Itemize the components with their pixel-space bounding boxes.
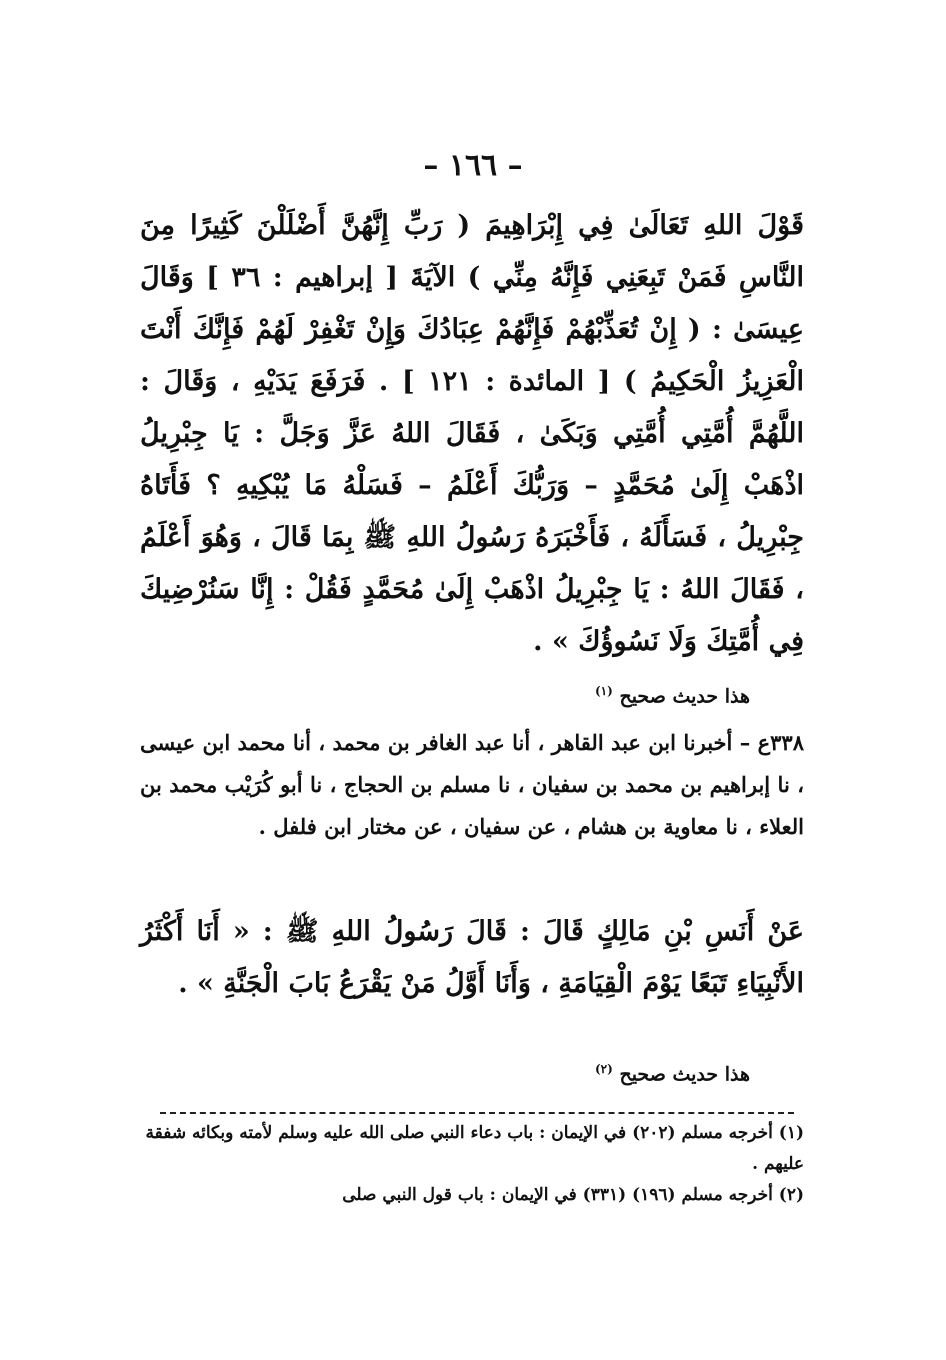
footnotes <box>140 1118 804 1211</box>
verdict-1 <box>595 684 750 707</box>
footnote-divider <box>160 1112 794 1114</box>
verdict-2 <box>595 1062 750 1085</box>
footnote-ref-1: (١) <box>594 684 613 698</box>
page-number: – ١٦٦ – <box>423 148 523 183</box>
verdict-1-text: هذا حديث صحيح <box>619 685 750 708</box>
hadith-text-2: عَنْ أَنَسِ بْنِ مَالِكٍ قَالَ : قَالَ رَسُولُ اللهِ ﷺ : « أَنَا أَكْثَرُ الأَنْبِيَاءِ تَبَعًا يَوْمَ الْقِيَامَةِ ، وَأَنَا أَوَّلُ مَنْ يَقْرَعُ بَابَ الْجَنَّةِ » . <box>140 916 804 999</box>
footnote-1: (١) أخرجه مسلم (٢٠٢) في الإيمان : باب دعاء النبي صلى الله عليه وسلم لأمته وبكائه شفقة عليهم . <box>145 1123 804 1174</box>
isnad-text-2: ٣٣٨ع – أخبرنا ابن عبد القاهر ، أنا عبد الغافر بن محمد ، أنا محمد ابن عيسى ، نا إبراهيم بن محمد بن سفيان ، نا مسلم بن الحجاج ، نا أبو كُرَيْب محمد بن العلاء ، نا معاوية بن هشام ، عن سفيان ، عن مختار ابن فلفل . <box>140 730 804 839</box>
footnote-ref-2: (٢) <box>594 1062 613 1076</box>
verdict-2-text: هذا حديث صحيح <box>619 1063 750 1086</box>
hadith-text-1: قَوْلَ اللهِ تَعَالَىٰ فِي إِبْرَاهِيمَ ( رَبِّ إِنَّهُنَّ أَضْلَلْنَ كَثِيرًا مِنَ النَّاسِ فَمَنْ تَبِعَنِي فَإِنَّهُ مِنِّي ) الآيَةَ [ إبراهيم : ٣٦ ] وَقَالَ عِيسَىٰ : ( إِنْ تُعَذِّبْهُمْ فَإِنَّهُمْ عِبَادُكَ وَإِنْ تَغْفِرْ لَهُمْ فَإِنَّكَ أَنْتَ الْعَزِيزُ الْحَكِيمُ ) [ المائدة : ١٢١ ] . فَرَفَعَ يَدَيْهِ ، وَقَالَ : اللَّهُمَّ أُمَّتِي أُمَّتِي وَبَكَىٰ ، فَقَالَ اللهُ عَزَّ وَجَلَّ : يَا جِبْرِيلُ اذْهَبْ إِلَىٰ مُحَمَّدٍ – وَرَبُّكَ أَعْلَمُ – فَسَلْهُ مَا يُبْكِيهِ ؟ فَأَتَاهُ جِبْرِيلُ ، فَسَأَلَهُ ، فَأَخْبَرَهُ رَسُولُ اللهِ ﷺ بِمَا قَالَ ، وَهُوَ أَعْلَمُ ، فَقَالَ اللهُ : يَا جِبْرِيلُ اذْهَبْ إِلَىٰ مُحَمَّدٍ فَقُلْ : إِنَّا سَنُرْضِيكَ فِي أُمَّتِكَ وَلَا نَسُوؤُكَ » . <box>140 210 805 657</box>
footnote-2: (٢) أخرجه مسلم (١٩٦) (٣٣١) في الإيمان : باب قول النبي صلى <box>342 1185 804 1205</box>
